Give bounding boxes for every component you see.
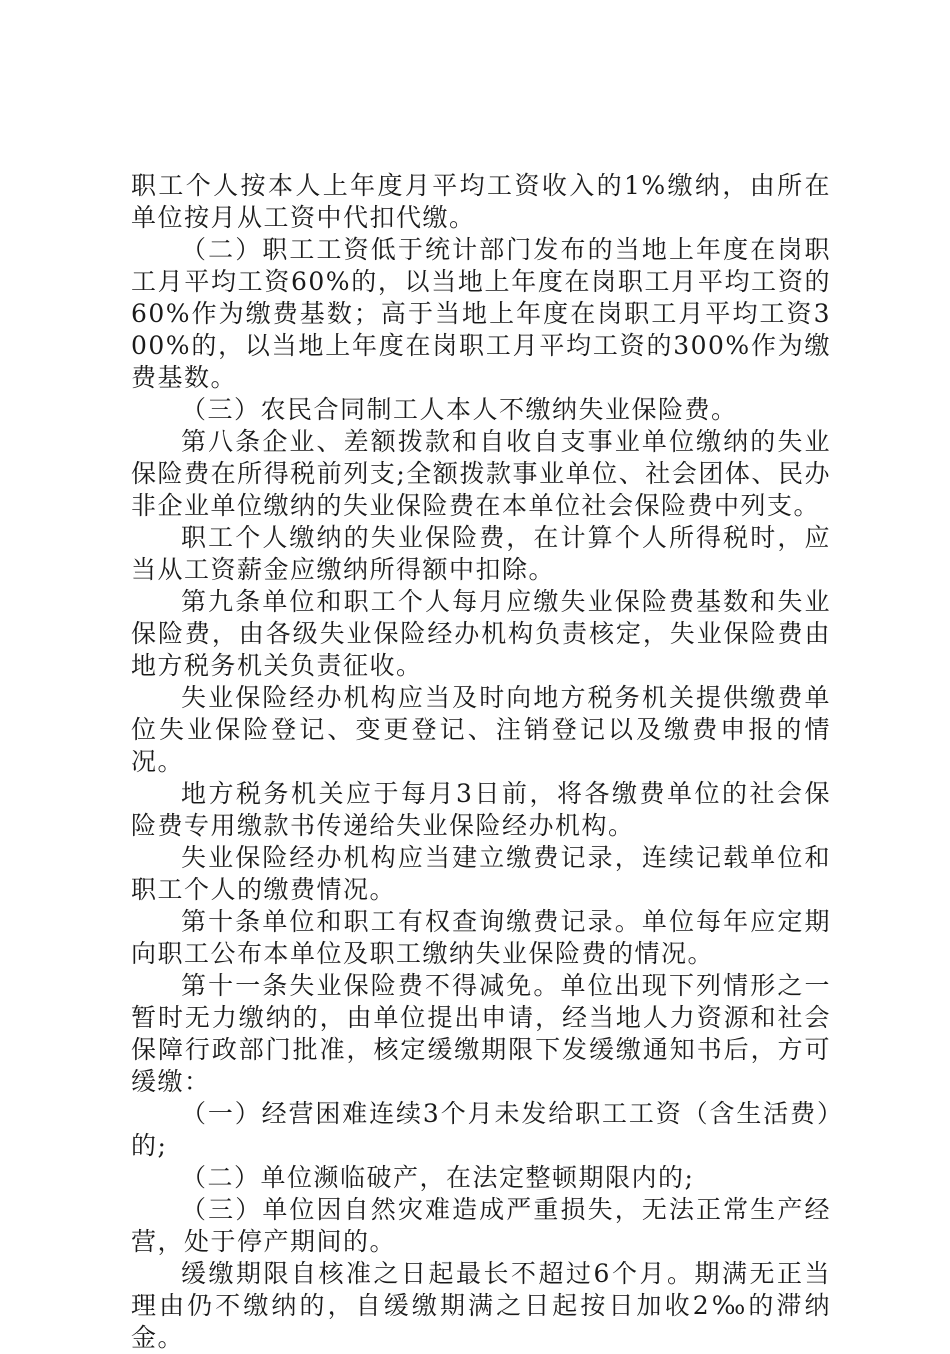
paragraph-7: 失业保险经办机构应当及时向地方税务机关提供缴费单位失业保险登记、变更登记、注销登记以及缴费申报的情况。: [131, 683, 831, 776]
paragraph-10: 第十条单位和职工有权查询缴费记录。单位每年应定期向职工公布本单位及职工缴纳失业保险费的情况。: [131, 907, 831, 968]
paragraph-14: （三）单位因自然灾难造成严重损失，无法正常生产经营，处于停产期间的。: [131, 1195, 831, 1256]
paragraph-8: 地方税务机关应于每月3日前，将各缴费单位的社会保险费专用缴款书传递给失业保险经办机构。: [131, 779, 831, 840]
paragraph-3: （三）农民合同制工人本人不缴纳失业保险费。: [181, 395, 738, 424]
paragraph-1: 职工个人按本人上年度月平均工资收入的1%缴纳，由所在单位按月从工资中代扣代缴。: [131, 171, 831, 232]
paragraph-4: 第八条企业、差额拨款和自收自支事业单位缴纳的失业保险费在所得税前列支;全额拨款事业单位、社会团体、民办非企业单位缴纳的失业保险费在本单位社会保险费中列支。: [131, 427, 831, 520]
paragraph-2: （二）职工工资低于统计部门发布的当地上年度在岗职工月平均工资60%的，以当地上年度在岗职工月平均工资的60%作为缴费基数；高于当地上年度在岗职工月平均工资300%的，以当地上年度在岗职工月平均工资的300%作为缴费基数。: [131, 235, 831, 392]
paragraph-13: （二）单位濒临破产，在法定整顿期限内的;: [181, 1163, 695, 1192]
paragraph-11: 第十一条失业保险费不得减免。单位出现下列情形之一暂时无力缴纳的，由单位提出申请，经当地人力资源和社会保障行政部门批准，核定缓缴期限下发缓缴通知书后，方可缓缴：: [131, 971, 831, 1096]
paragraph-6: 第九条单位和职工个人每月应缴失业保险费基数和失业保险费，由各级失业保险经办机构负责核定，失业保险费由地方税务机关负责征收。: [131, 587, 831, 680]
paragraph-5: 职工个人缴纳的失业保险费，在计算个人所得税时，应当从工资薪金应缴纳所得额中扣除。: [131, 523, 831, 584]
document-body: [131, 170, 831, 1354]
paragraph-12: （一）经营困难连续3个月未发给职工工资（含生活费）的;: [131, 1099, 831, 1160]
paragraph-15: 缓缴期限自核准之日起最长不超过6个月。期满无正当理由仍不缴纳的，自缓缴期满之日起按日加收2‰的滞纳金。: [131, 1259, 831, 1352]
paragraph-9: 失业保险经办机构应当建立缴费记录，连续记载单位和职工个人的缴费情况。: [131, 843, 831, 904]
